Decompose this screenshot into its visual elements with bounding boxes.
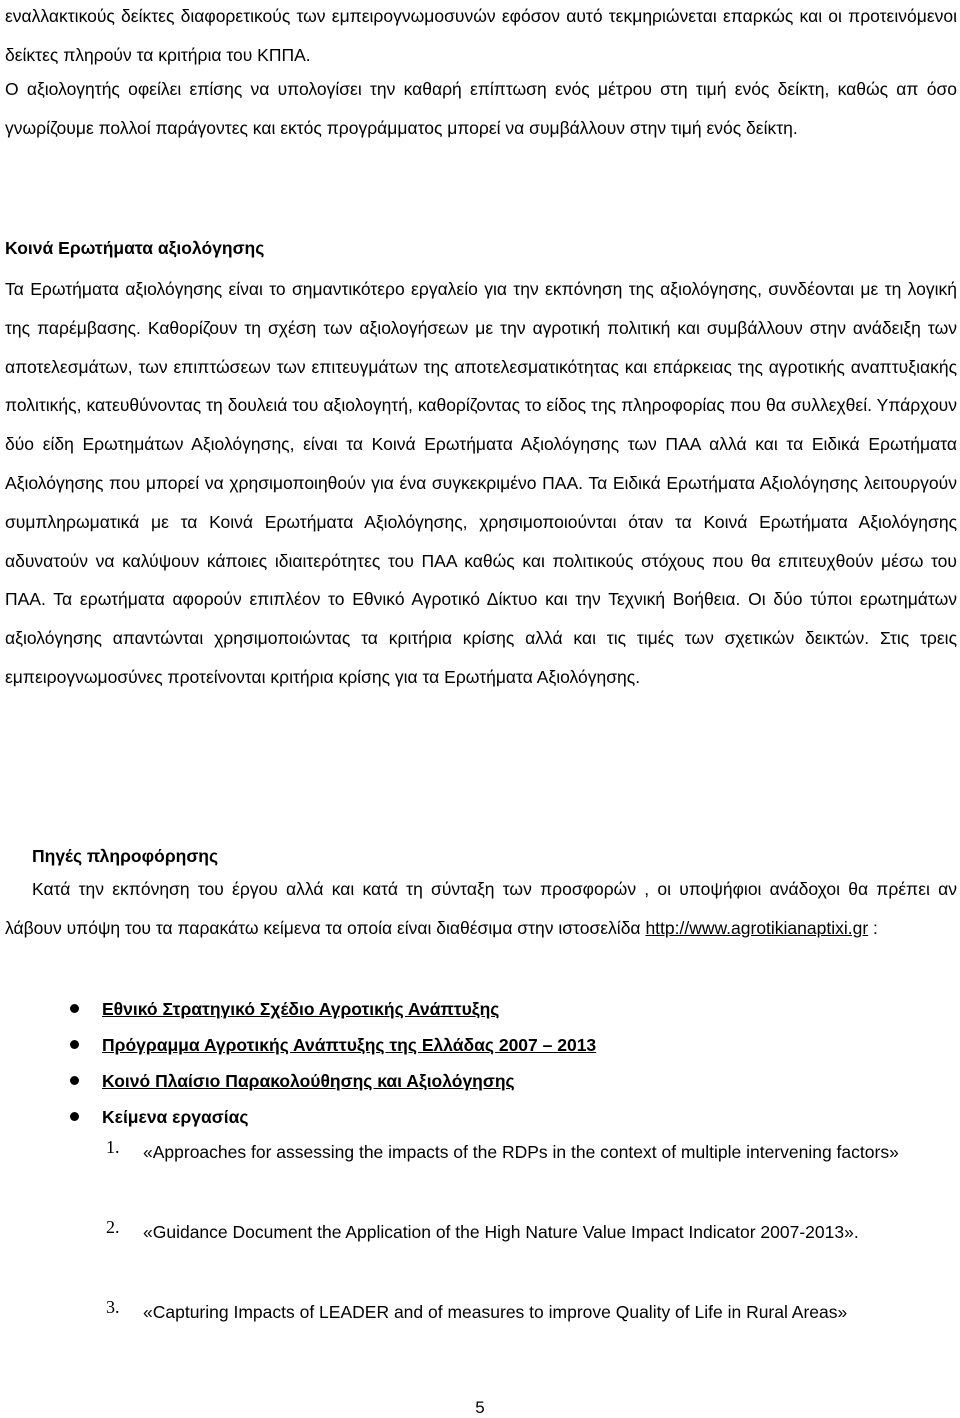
bullet-text: Εθνικό Στρατηγικό Σχέδιο Αγροτικής Ανάπτυξης — [102, 999, 500, 1019]
bullet-icon — [70, 1004, 79, 1013]
list-item — [0, 1137, 960, 1217]
bullet-icon — [70, 1112, 79, 1121]
list-item — [0, 1034, 960, 1070]
source-documents-list — [0, 998, 960, 1142]
list-item — [0, 998, 960, 1034]
website-link[interactable]: http://www.agrotikianaptixi.gr — [645, 917, 869, 938]
working-documents-list — [0, 1137, 960, 1337]
bullet-text: Κοινό Πλαίσιο Παρακολούθησης και Αξιολόγησης — [102, 1071, 515, 1091]
intro-paragraph-1: εναλλακτικούς δείκτες διαφορετικούς των εμπειρογνωμοσυνών εφόσον αυτό τεκμηριώνεται επαρκώς και οι προτεινόμενοι δείκτες πληρούν τα κριτήρια του ΚΠΠΑ. — [5, 6, 957, 65]
item-number: 3. — [106, 1297, 120, 1317]
intro-paragraph-2: Ο αξιολογητής οφείλει επίσης να υπολογίσει την καθαρή επίπτωση ενός μέτρου στη τιμή ενός δείκτη, καθώς απ όσο γνωρίζουμε πολλοί παράγοντες και εκτός προγράμματος μπορεί να συμβάλλουν στην τιμή ενός δείκτη. — [5, 79, 957, 138]
list-item — [0, 1297, 960, 1337]
bullet-icon — [70, 1040, 79, 1049]
item-number: 1. — [106, 1137, 120, 1157]
bullet-icon — [70, 1076, 79, 1085]
sources-body: Κατά την εκπόνηση του έργου αλλά και κατά τη σύνταξη των προσφορών , οι υποψήφιοι ανάδοχοι θα πρέπει αν λάβουν υπόψη του τα παρακάτω κείμενα τα οποία είναι διαθέσιμα στην ιστοσελίδα — [5, 879, 957, 938]
document-title: «Guidance Document the Application of the High Nature Value Impact Indicator 2007-2013». — [143, 1222, 859, 1242]
list-item — [0, 1070, 960, 1106]
bullet-text: Κείμενα εργασίας — [102, 1107, 249, 1127]
common-questions-body: Τα Ερωτήματα αξιολόγησης είναι το σημαντικότερο εργαλείο για την εκπόνηση της αξιολόγησης, συνδέονται με τη λογική της παρέμβασης. Καθορίζουν τη σχέση των αξιολογήσεων με την αγροτική πολιτική και συμβάλλουν στην ανάδειξη των αποτελεσμάτων, των επιπτώσεων των επιτευγμάτων της αποτελεσματικότητας και επάρκειας της αγροτικής αναπτυξιακής πολιτικής, κατευθύνοντας τη δουλειά του αξιολογητή, καθορίζοντας το είδος της πληροφορίας που θα συλλεχθεί. Υπάρχουν δύο είδη Ερωτημάτων Αξιολόγησης, είναι τα Κοινά Ερωτήματα Αξιολόγησης των ΠΑΑ αλλά και τα Ειδικά Ερωτήματα Αξιολόγησης που μπορεί να χρησιμοποιηθούν για ένα συγκεκριμένο ΠΑΑ. Τα Ειδικά Ερωτήματα Αξιολόγησης λειτουργούν συμπληρωματικά με τα Κοινά Ερωτήματα Αξιολόγησης, χρησιμοποιούνται όταν τα Κοινά Ερωτήματα Αξιολόγησης αδυνατούν να καλύψουν κάποιες ιδιαιτερότητες του ΠΑΑ καθώς και πολιτικούς στόχους που θα επιτευχθούν μέσω του ΠΑΑ. Τα ερωτήματα αφορούν επιπλέον το Εθνικό Αγροτικό Δίκτυο και την Τεχνική Βοήθεια. Οι δύο τύποι ερωτημάτων αξιολόγησης απαντώνται χρησιμοποιώντας τα κριτήρια κρίσης αλλά και τις τιμές των σχετικών δεικτών. Στις τρεις εμπειρογνωμοσύνες προτείνονται κριτήρια κρίσης για τα Ερωτήματα Αξιολόγησης. — [5, 279, 957, 687]
sources-paragraph — [5, 870, 957, 948]
link-suffix: : — [868, 917, 878, 938]
common-questions-heading: Κοινά Ερωτήματα αξιολόγησης — [5, 238, 265, 258]
list-item — [0, 1217, 960, 1297]
document-title: «Approaches for assessing the impacts of the RDPs in the context of multiple intervening factors» — [143, 1142, 899, 1162]
document-title: «Capturing Impacts of LEADER and of measures to improve Quality of Life in Rural Areas» — [143, 1302, 848, 1322]
bullet-text: Πρόγραμμα Αγροτικής Ανάπτυξης της Ελλάδας 2007 – 2013 — [102, 1035, 597, 1055]
sources-heading: Πηγές πληροφόρησης — [32, 846, 219, 866]
page-number: 5 — [475, 1398, 485, 1417]
item-number: 2. — [106, 1217, 120, 1237]
